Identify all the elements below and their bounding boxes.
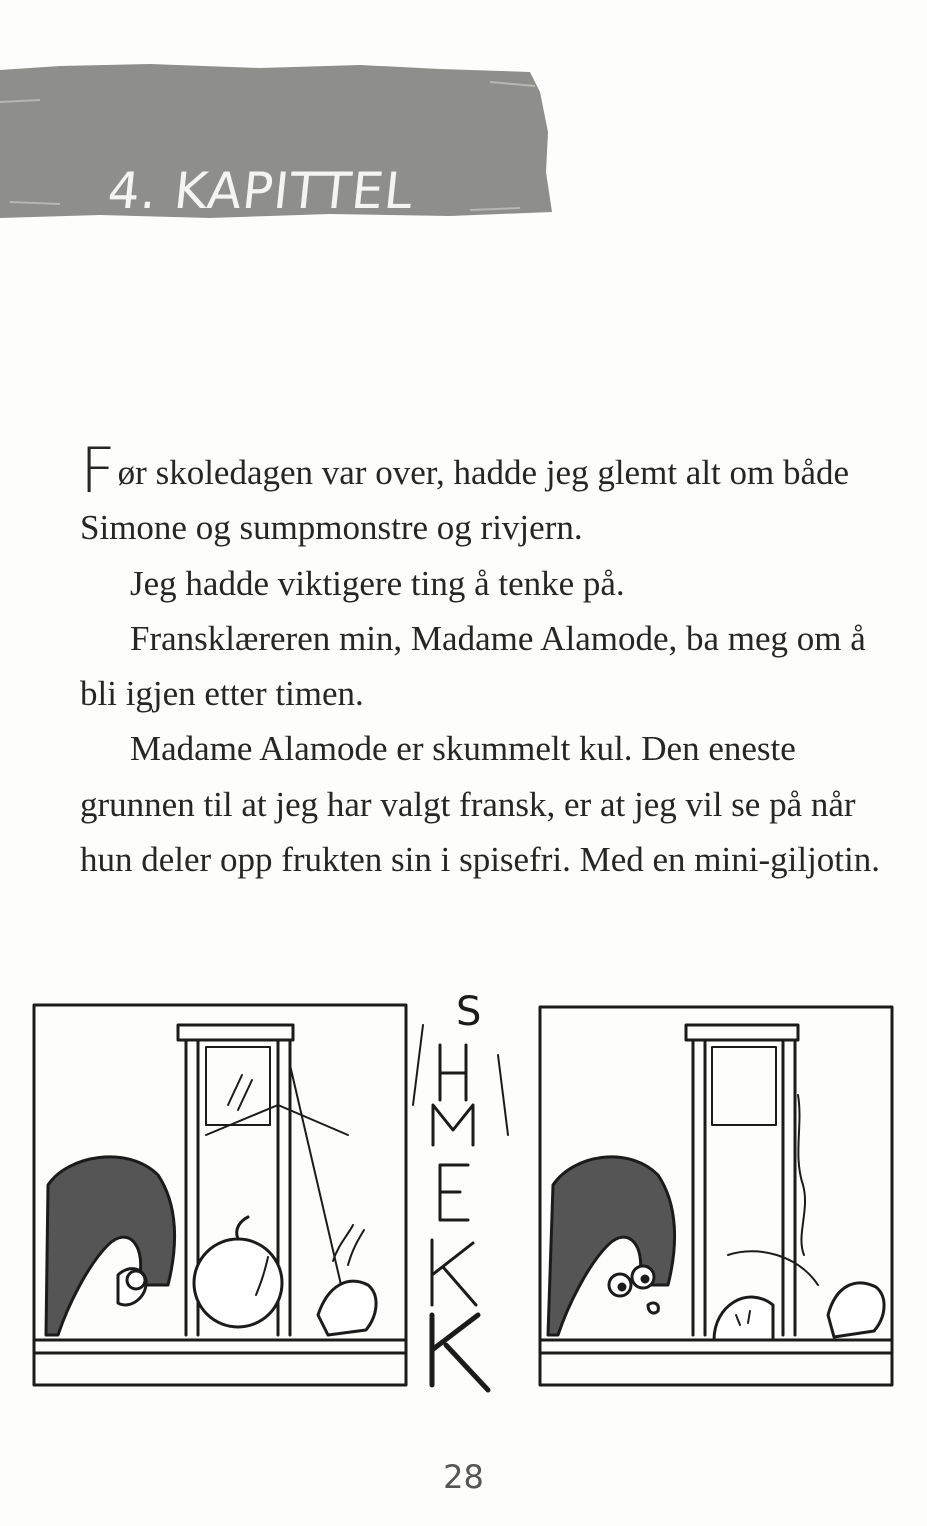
paragraph-1-text: ør skoledagen var over, hadde jeg glemt alt om både Simone og sumpmonstre og rivjern. [80,453,850,548]
paragraph-3: Fransklæreren min, Madame Alamode, ba meg om å bli igjen etter timen. [80,618,866,714]
sound-effect-text: S [456,989,482,1035]
comic-illustration [28,985,898,1415]
chapter-title: 4. KAPITTEL [104,162,417,220]
page-number: 28 [443,1458,484,1496]
comic-panel-right [540,1007,892,1385]
paragraph-2: Jeg hadde viktigere ting å tenke på. [130,563,625,603]
paragraph-4: Madame Alamode er skummelt kul. Den eneste grunnen til at jeg har valgt fransk, er at jeg vil se på når hun deler opp frukten sin i spisefri. Med en mini-giljotin. [80,729,881,880]
comic-panel-left [34,1005,406,1385]
sound-effect [413,989,508,1390]
paragraph-1: Før skoledagen var over, hadde jeg glemt alt om både Simone og sumpmonstre og rivjern. [80,434,850,548]
body-text [80,434,895,887]
chapter-banner [0,62,552,222]
